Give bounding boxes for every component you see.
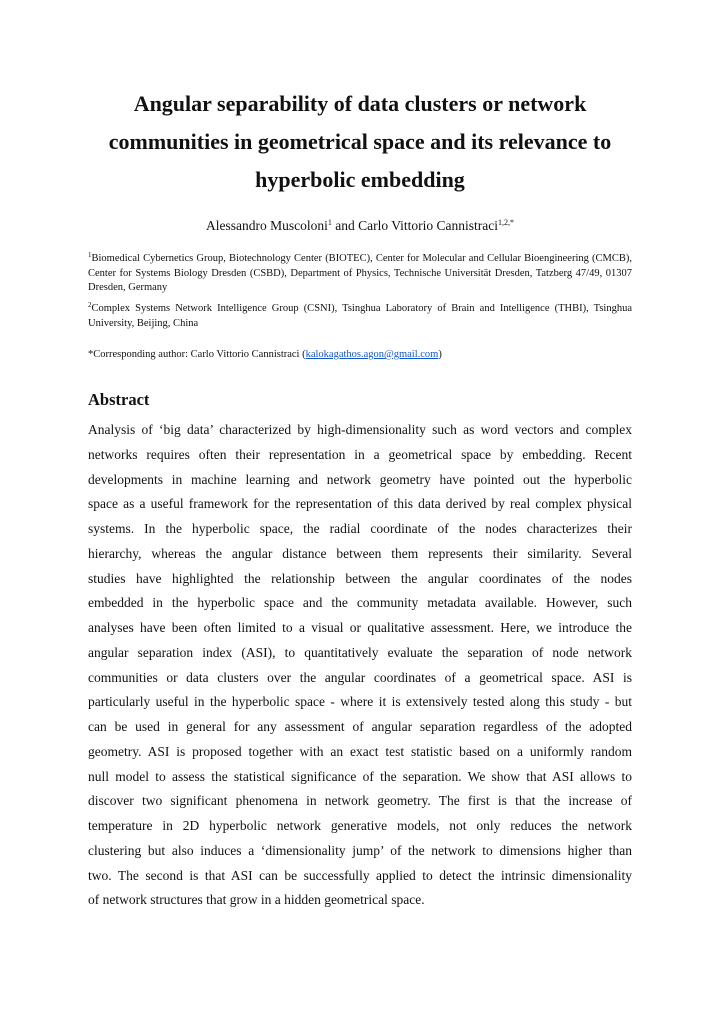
abstract-line: two. The second is that ASI can be successfully applied to detect the intrinsic dimensionality	[88, 867, 632, 883]
title-line: Angular separability of data clusters or network	[133, 91, 587, 116]
author-affiliation-marker: 1,2,*	[498, 218, 515, 227]
abstract-line: temperature in 2D hyperbolic network generative models, not only reduces the network	[88, 818, 632, 833]
title-line: communities in geometrical space and its relevance to	[108, 129, 612, 154]
author-name: Alessandro Muscoloni	[205, 218, 328, 233]
email-link[interactable]: kalokagathos.agon@gmail.com	[305, 349, 439, 360]
author-name: Carlo Vittorio Cannistraci	[358, 218, 499, 233]
affiliation-text: Complex Systems Network Intelligence Group (CSNI), Tsinghua Laboratory of Brain and Intelligence (THBI), Tsinghua University, Beijing, China	[88, 303, 632, 329]
abstract-line: of network structures that grow in a hidden geometrical space.	[88, 892, 425, 908]
affiliation	[88, 252, 632, 296]
paper-title	[88, 85, 632, 199]
abstract-body	[88, 418, 632, 913]
author-conjunction: and	[331, 218, 359, 233]
author-affiliation-marker: 1	[327, 218, 332, 227]
affiliation-marker: 2	[88, 301, 92, 309]
corresponding-suffix: )	[438, 349, 442, 360]
affiliation-marker: 1	[88, 251, 92, 259]
abstract-line: analyses have been often limited to a visual or qualitative assessment. Here, we introduce the	[88, 620, 632, 635]
corresponding-prefix: *Corresponding author: Carlo Vittorio Cannistraci (	[88, 349, 306, 360]
abstract-line: particularly useful in the hyperbolic space - where it is extensively tested along this study - but	[88, 694, 632, 710]
abstract-line: clustering but also induces a ‘dimensionality jump’ of the network to dimensions higher than	[88, 842, 632, 858]
abstract-line: geometry. ASI is proposed together with an exact test statistic based on a uniformly random	[88, 743, 632, 759]
abstract-line: space as a useful framework for the representation of this data derived by real complex physical	[88, 496, 632, 512]
affiliation	[88, 302, 632, 331]
abstract-line: discover two significant phenomena in network geometry. The first is that the increase of	[88, 793, 632, 809]
abstract-line: can be used in general for any assessment of angular separation regardless of the adopted	[88, 719, 632, 734]
title-line: hyperbolic embedding	[255, 167, 465, 192]
corresponding-author	[88, 348, 632, 362]
abstract-line: communities or data clusters over the angular coordinates of a geometrical space. ASI is	[88, 669, 632, 685]
abstract-line: angular separation index (ASI), to quantitatively evaluate the separation of node network	[88, 644, 632, 660]
abstract-line: embedded in the hyperbolic space and the community metadata available. However, such	[88, 595, 632, 611]
abstract-line: systems. In the hyperbolic space, the radial coordinate of the nodes characterizes their	[88, 521, 632, 536]
abstract-line: Analysis of ‘big data’ characterized by high-dimensionality such as word vectors and complex	[88, 422, 632, 437]
abstract-line: networks requires often their representation in a geometrical space by embedding. Recent	[88, 446, 632, 462]
abstract-heading: Abstract	[88, 390, 150, 409]
abstract-line: studies have highlighted the relationship between the angular coordinates of the nodes	[88, 570, 632, 586]
affiliation-text: Biomedical Cybernetics Group, Biotechnology Center (BIOTEC), Center for Molecular and Cellular Bioengineering (CMCB), Center for Systems Biology Dresden (CSBD), Department of Physics, Technische Universität Dresden, Tatzberg 47/49, 01307 Dresden, Germany	[88, 253, 632, 294]
abstract-line: developments in machine learning and network geometry have pointed out the hyperbolic	[88, 471, 632, 487]
abstract-line: null model to assess the statistical significance of the separation. We show that ASI allows to	[88, 768, 632, 784]
author-list	[88, 217, 632, 235]
abstract-line: hierarchy, whereas the angular distance between them represents their similarity. Several	[88, 545, 632, 561]
